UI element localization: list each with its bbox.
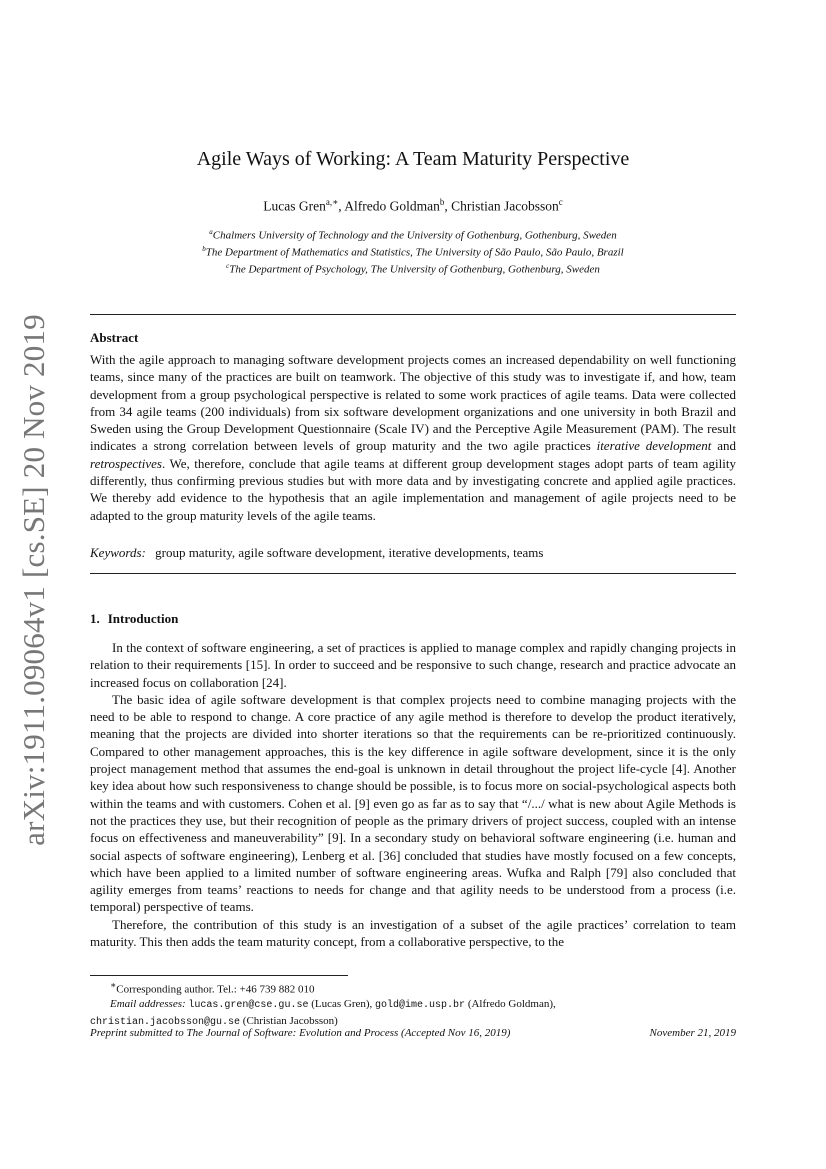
section-heading bbox=[90, 611, 178, 627]
arxiv-identifier-text: arXiv:1911.09064v1 [cs.SE] 20 Nov 2019 bbox=[16, 314, 51, 846]
footnote-emails-cont: christian.jacobsson@gu.se (Christian Jacobsson) bbox=[90, 1014, 338, 1028]
affiliation: $^a$Chalmers University of Technology and the University of Gothenburg, Gothenburg, Sweden bbox=[209, 228, 617, 242]
arxiv-identifier bbox=[14, 314, 54, 846]
paragraph: The basic idea of agile software development is that complex projects need to combine managing projects with the need to be able to respond to change. A core practice of any agile method is therefore to develop the product iteratively, meaning that the projects are divided into shorter iterations so that the requirements can be re-prioritized continuously. Compared to other management approaches, this is the key difference in agile software development, since it is the only project management method that assumes the end-goal is unknown in detail throughout the project life-cycle [4]. Another key idea about how such responsiveness to change should be possible, is to focus more on social-psychological aspects both within the teams and with customers. Cohen et al. [9] even go as far as to say that “/.../ what is new about Agile Methods is not the practices they use, but their recognition of people as the primary drivers of project success, coupled with an intense focus on effectiveness and maneuverability” [9]. In a secondary study on behavioral software engineering (i.e. human and social aspects of software engineering), Lenberg et al. [36] concluded that studies have mostly focused on a few concepts, which have been applied to a limited number of software engineering areas. Wufka and Ralph [79] also concluded that agility emerges from teams’ reactions to needs for change and that agility needs to be understood from a process (i.e. temporal) perspective of teams. bbox=[90, 691, 736, 915]
keywords-text: group maturity, agile software development, iterative developments, teams bbox=[155, 545, 544, 560]
paper-title: Agile Ways of Working: A Team Maturity Perspective bbox=[196, 148, 630, 170]
paragraph: In the context of software engineering, a set of practices is applied to manage complex and rapidly changing projects in relation to their requirements [15]. In order to succeed and be responsive to such change, research and practice advocate an increased focus on collaboration [24]. bbox=[90, 640, 736, 690]
affiliation: $^c$The Department of Psychology, The University of Gothenburg, Gothenburg, Sweden bbox=[226, 262, 600, 276]
section-number: 1. bbox=[90, 611, 100, 626]
footnote-emails: Email addresses: lucas.gren@cse.gu.se (Lucas Gren), gold@ime.usp.br (Alfredo Goldman), bbox=[110, 998, 556, 1012]
abstract-body: With the agile approach to managing software development projects comes an increased dependability on well functioning teams, since many of the practices are built on teamwork. The objective of this study was to investigate if, and how, team development from a group psychological perspective is related to some work practices of agile teams. Data were collected from 34 agile teams (200 individuals) from six software development organizations and one university in both Brazil and Sweden using the Group Development Questionnaire (Scale IV) and the Perceptive Agile Measurement (PAM). The result indicates a strong correlation between levels of group maturity and the two agile practices iterative development and retrospectives. We, therefore, conclude that agile teams at different group development stages adopt parts of team agility differently, thus confirming previous studies but with more data and by investigating concrete and applied agile practices. We thereby add evidence to the hypothesis that an agile implementation and management of agile projects need to be adapted to the group maturity levels of the agile teams. bbox=[90, 352, 736, 523]
footnote-corresponding: ∗Corresponding author. Tel.: +46 739 882 010 bbox=[110, 980, 315, 996]
abstract-heading: Abstract bbox=[90, 330, 139, 345]
section-body bbox=[90, 639, 736, 950]
affiliation-list bbox=[0, 226, 826, 277]
preprint-note: Preprint submitted to The Journal of Software: Evolution and Process (Accepted Nov 16, 2019) bbox=[90, 1027, 511, 1039]
footnote bbox=[90, 978, 736, 1030]
paragraph: Therefore, the contribution of this study is an investigation of a subset of the agile practices’ correlation to team maturity. This then adds the team maturity concept, from a collaborative perspective, to the bbox=[90, 916, 736, 950]
abstract-top-rule bbox=[90, 314, 736, 315]
abstract-bottom-rule bbox=[90, 573, 736, 574]
email-link[interactable]: lucas.gren@cse.gu.se bbox=[188, 1000, 309, 1012]
email-link[interactable]: christian.jacobsson@gu.se bbox=[90, 1016, 241, 1028]
author-name: Christian Jacobsson bbox=[451, 198, 559, 214]
author-name: Lucas Gren bbox=[263, 198, 326, 214]
preprint-date: November 21, 2019 bbox=[649, 1027, 736, 1039]
author-affiliation-mark: c bbox=[558, 197, 563, 207]
affiliation: $^b$The Department of Mathematics and Statistics, The University of São Paulo, São Paulo, Brazil bbox=[202, 245, 624, 259]
keywords-label: Keywords: bbox=[90, 545, 146, 560]
footnote-rule bbox=[90, 975, 348, 976]
author-list: Lucas Gren$^{a,∗}$, Alfredo Goldman$^b$, Christian Jacobsson$^c$ bbox=[263, 197, 563, 214]
preprint-footer bbox=[90, 1027, 736, 1039]
author-affiliation-mark: b bbox=[439, 197, 445, 207]
email-link[interactable]: gold@ime.usp.br bbox=[375, 1000, 466, 1012]
keywords bbox=[90, 545, 736, 561]
section-title: Introduction bbox=[107, 611, 179, 626]
abstract-emphasis: retrospectives bbox=[90, 455, 162, 471]
author-name: Alfredo Goldman bbox=[344, 198, 440, 214]
author-affiliation-mark: a,∗ bbox=[325, 197, 339, 207]
abstract-emphasis: iterative development bbox=[596, 438, 712, 454]
